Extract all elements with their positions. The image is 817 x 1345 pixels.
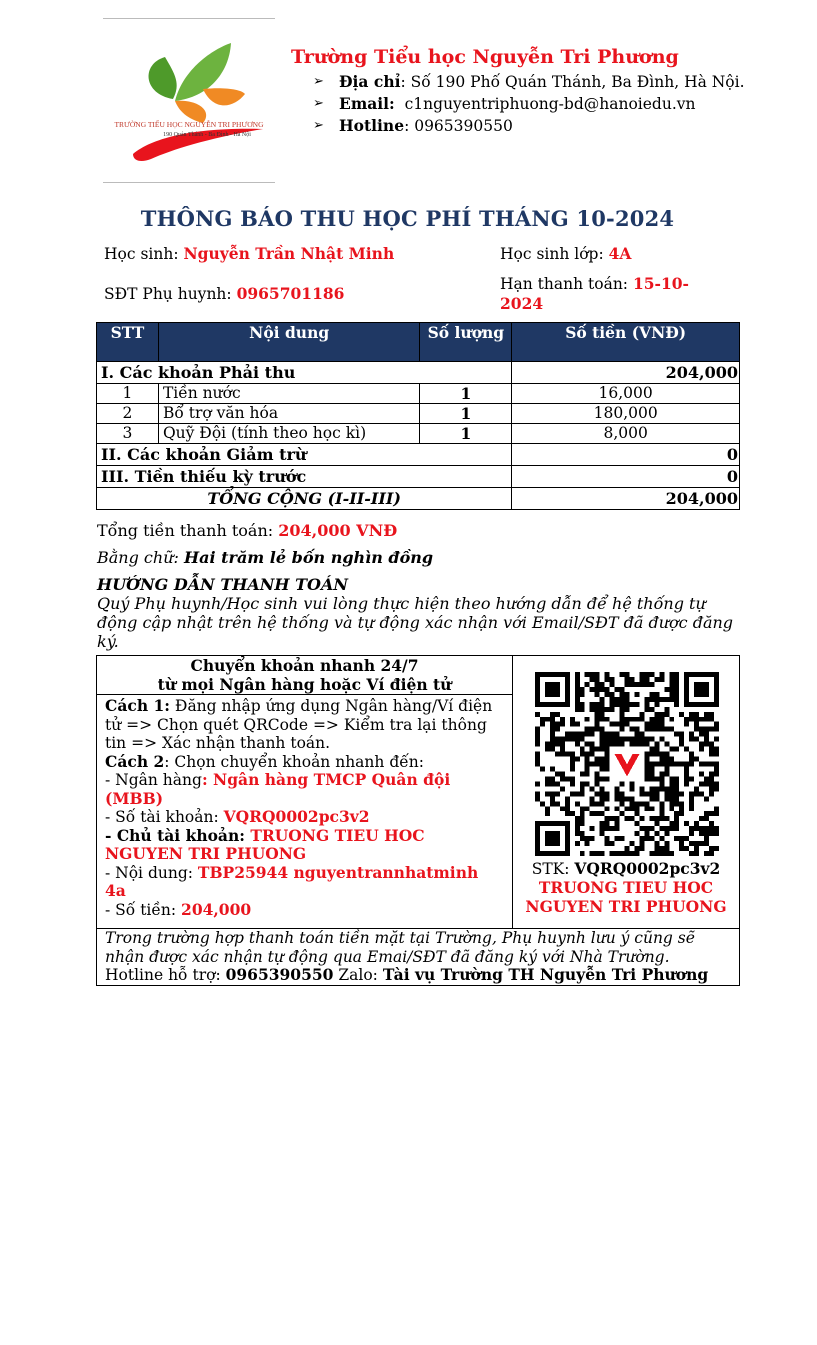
item-qty: 1 xyxy=(420,424,512,444)
section-arrears-row xyxy=(97,466,740,488)
student-info xyxy=(104,244,394,263)
stk-label: STK: xyxy=(531,860,575,878)
class-label: Học sinh lớp: xyxy=(500,245,604,263)
item-stt: 1 xyxy=(97,384,159,404)
table-row xyxy=(97,424,740,444)
address-value: : Số 190 Phố Quán Thánh, Ba Đình, Hà Nội. xyxy=(400,73,745,91)
way2 xyxy=(105,753,504,772)
total-row xyxy=(97,488,740,510)
email-row xyxy=(313,93,745,115)
student-name: Nguyễn Trần Nhật Minh xyxy=(183,244,395,263)
phone-label: SĐT Phụ huynh: xyxy=(104,285,232,303)
section-deduction-row xyxy=(97,444,740,466)
way1-label: Cách 1: xyxy=(105,696,170,715)
item-qty: 1 xyxy=(420,384,512,404)
header-amount: Số tiền (VNĐ) xyxy=(512,323,740,362)
section-arrears-amount: 0 xyxy=(512,466,740,488)
hotline-value: : 0965390550 xyxy=(404,117,513,135)
item-stt: 3 xyxy=(97,424,159,444)
logo-text-line1: TRƯỜNG TIỂU HỌC NGUYỄN TRI PHƯƠNG xyxy=(114,120,264,129)
email-label: Email: xyxy=(339,94,395,113)
item-amount: 16,000 xyxy=(512,384,740,404)
section-deduction-label: II. Các khoản Giảm trừ xyxy=(97,444,512,466)
words-value: Hai trăm lẻ bốn nghìn đồng xyxy=(183,548,434,567)
total-payment-value: 204,000 VNĐ xyxy=(278,521,398,540)
way1 xyxy=(105,697,504,753)
account-row xyxy=(105,808,504,827)
item-name: Bổ trợ văn hóa xyxy=(158,404,419,424)
owner-row xyxy=(105,827,504,864)
amount-in-words xyxy=(97,548,433,567)
way2-text: : Chọn chuyển khoản nhanh đến: xyxy=(164,752,424,771)
payment-guide-desc: Quý Phụ huynh/Học sinh vui lòng thực hiện theo hướng dẫn để hệ thống tự động cập nhật trên hệ thống và tự động xác nhận với Email/SĐT đã được đăng ký. xyxy=(97,594,734,651)
transfer-steps xyxy=(97,695,512,921)
bank-value: : Ngân hàng TMCP Quân đội (MBB) xyxy=(105,770,451,808)
item-stt: 2 xyxy=(97,404,159,424)
payment-guide-title: HƯỚNG DẪN THANH TOÁN xyxy=(97,575,348,594)
section-arrears-label: III. Tiền thiếu kỳ trước xyxy=(97,466,512,488)
transfer-instructions xyxy=(97,656,513,928)
bank-label: - Ngân hàng xyxy=(105,771,202,789)
hotline-label: Hotline xyxy=(339,116,405,135)
header-content: Nội dung xyxy=(158,323,419,362)
account-value: VQRQ0002pc3v2 xyxy=(223,807,370,826)
payment-box xyxy=(96,655,740,986)
zalo-label: Zalo: xyxy=(333,966,383,984)
fee-table xyxy=(96,322,740,510)
class-info xyxy=(500,244,631,263)
bank-row xyxy=(105,771,504,808)
notice-title-text: THÔNG BÁO THU HỌC PHÍ THÁNG 10-2024 xyxy=(140,206,675,231)
logo-icon xyxy=(103,19,275,182)
qr-panel xyxy=(513,656,739,928)
phone-value: 0965701186 xyxy=(236,284,345,303)
support-hotline-value: 0965390550 xyxy=(225,965,334,984)
section-receivable-label: I. Các khoản Phải thu xyxy=(97,362,512,384)
account-label: - Số tài khoản: xyxy=(105,808,224,826)
table-header-row xyxy=(97,323,740,362)
transfer-heading-line2: từ mọi Ngân hàng hoặc Ví điện tử xyxy=(157,675,452,694)
content-row xyxy=(105,864,504,901)
way1-text: Đăng nhập ứng dụng Ngân hàng/Ví điện tử => Chọn quét QRCode => Kiểm tra lại thông tin => Xác nhận thanh toán. xyxy=(105,697,493,752)
content-value: TBP25944 nguyentrannhatminh 4a xyxy=(105,862,479,900)
email-value[interactable]: c1nguyentriphuong-bd@hanoiedu.vn xyxy=(394,95,696,113)
owner-value: TRUONG TIEU HOC NGUYEN TRI PHUONG xyxy=(105,825,425,863)
table-row xyxy=(97,384,740,404)
school-name: Trường Tiểu học Nguyễn Tri Phương xyxy=(291,46,679,68)
transfer-heading xyxy=(97,656,512,695)
section-receivable-amount: 204,000 xyxy=(512,362,740,384)
stk-value: VQRQ0002pc3v2 xyxy=(574,859,721,878)
hotline-row xyxy=(313,115,745,137)
student-label: Học sinh: xyxy=(104,245,179,263)
deadline-value: 15-10-2024 xyxy=(500,274,689,313)
total-payment xyxy=(97,521,397,540)
school-logo xyxy=(103,18,275,183)
contact-list xyxy=(313,71,745,137)
qr-owner: TRUONG TIEU HOC NGUYEN TRI PHUONG xyxy=(525,878,727,916)
zalo-value: Tài vụ Trường TH Nguyễn Tri Phương xyxy=(382,965,709,984)
total-payment-label: Tổng tiền thanh toán: xyxy=(97,521,274,540)
class-value: 4A xyxy=(608,244,632,263)
address-label: Địa chỉ xyxy=(339,72,401,91)
support-row xyxy=(105,966,731,985)
transfer-heading-line1: Chuyển khoản nhanh 24/7 xyxy=(190,656,419,675)
amount-value: 204,000 xyxy=(181,899,252,919)
qr-account xyxy=(513,859,739,878)
item-qty: 1 xyxy=(420,404,512,424)
support-hotline-label: Hotline hỗ trợ: xyxy=(105,966,226,984)
content-label: - Nội dung: xyxy=(105,863,198,882)
section-deduction-amount: 0 xyxy=(512,444,740,466)
address-row xyxy=(313,71,745,93)
item-amount: 8,000 xyxy=(512,424,740,444)
words-label: Bằng chữ: xyxy=(97,548,179,567)
logo-text-line2: 190 Quán Thánh - Ba Đình - Hà Nội xyxy=(163,132,251,138)
item-name: Tiền nước xyxy=(158,384,419,404)
qr-code-icon[interactable] xyxy=(535,672,719,856)
item-name: Quỹ Đội (tính theo học kì) xyxy=(158,424,419,444)
total-label: TỔNG CỘNG (I-II-III) xyxy=(97,488,512,510)
cash-note-text: Trong trường hợp thanh toán tiền mặt tại Trường, Phụ huynh lưu ý cũng sẽ nhận được xác nhận tự động qua Emai/SĐT đã đăng ký với Nhà Trường. xyxy=(105,929,695,966)
amount-label: - Số tiền: xyxy=(105,900,182,919)
cash-note xyxy=(97,928,739,985)
deadline-label: Hạn thanh toán: xyxy=(500,275,629,293)
header-stt: STT xyxy=(97,323,159,362)
item-amount: 180,000 xyxy=(512,404,740,424)
section-receivable-row xyxy=(97,362,740,384)
phone-info xyxy=(104,284,344,303)
amount-row xyxy=(105,901,504,920)
table-row xyxy=(97,404,740,424)
notice-title xyxy=(0,206,817,231)
header-qty: Số lượng xyxy=(420,323,512,362)
way2-label: Cách 2 xyxy=(105,751,165,771)
deadline-info xyxy=(500,274,720,314)
total-amount: 204,000 xyxy=(512,488,740,510)
owner-label: - Chủ tài khoản: xyxy=(105,825,251,845)
